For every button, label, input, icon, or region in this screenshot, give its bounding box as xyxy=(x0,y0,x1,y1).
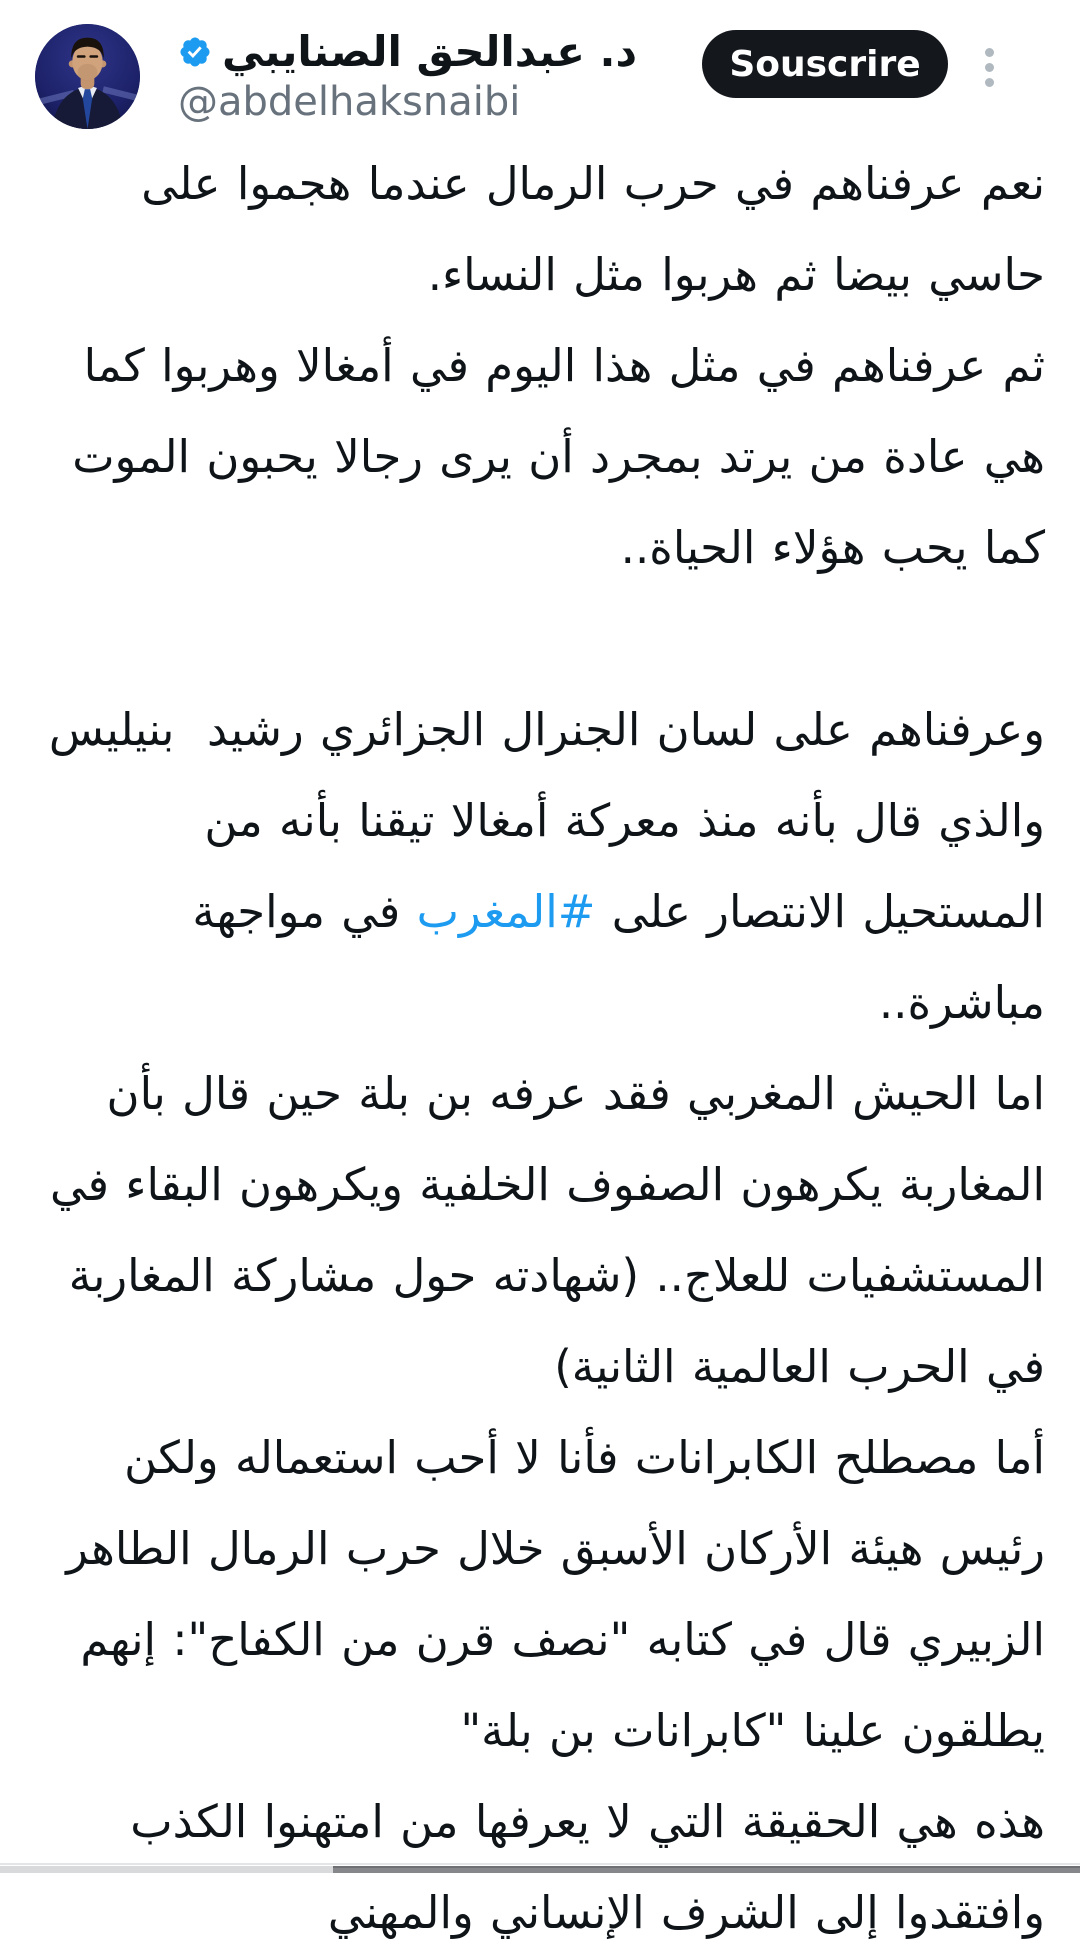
user-handle[interactable]: @abdelhaksnaibi xyxy=(178,79,521,125)
tweet-text xyxy=(32,138,1045,1958)
bottom-divider xyxy=(0,1863,1080,1865)
tweet-paragraph xyxy=(32,684,1045,1048)
tweet-header xyxy=(35,22,1045,132)
tweet-text-run: في مواجهة مباشرة.. xyxy=(176,885,1045,1029)
tweet-text-run: نعم عرفناهم في حرب الرمال عندما هجموا على حاسي بيضا ثم هربوا مثل النساء. xyxy=(124,157,1045,301)
next-element-edge-light xyxy=(0,1866,333,1873)
next-element-edge-dark xyxy=(333,1866,1080,1873)
display-name[interactable]: د. عبدالحق الصنايبي xyxy=(222,27,638,76)
user-info xyxy=(178,26,637,126)
hashtag-link[interactable]: #المغرب xyxy=(416,885,596,938)
tweet-paragraph xyxy=(35,320,1045,593)
tweet-text-run: ثم عرفناهم في مثل هذا اليوم في أمغالا وهربوا كما هي عادة من يرتد بمجرد أن يرى رجالا يحبون الموت كما يحب هؤلاء الحياة.. xyxy=(55,339,1045,574)
tweet-text-run: هذه هي الحقيقة التي لا يعرفها من امتهنوا الكذب وافتقدوا إلى الشرف الإنساني والمهني xyxy=(113,1795,1045,1939)
tweet-paragraph xyxy=(35,1412,1045,1776)
tweet-paragraph xyxy=(35,1048,1045,1412)
display-name-row xyxy=(178,26,637,78)
tweet-blank-line xyxy=(35,593,1045,684)
profile-avatar[interactable] xyxy=(35,24,140,129)
verified-icon xyxy=(178,35,212,69)
tweet-text-run: وعرفناهم على لسان الجنرال الجزائري رشيد بنيليس والذي قال بأنه منذ معركة أمغالا تيقنا بأنه من المستحيل الانتصار على xyxy=(32,703,1045,938)
tweet-text-run: أما مصطلح الكابرانات فأنا لا أحب استعماله ولكن رئيس هيئة الأركان الأسبق خلال حرب الرمال الطاهر الزبيري قال في كتابه "نصف قرن من الكفاح": إنهم يطلقون علينا "كابرانات بن بلة" xyxy=(49,1431,1045,1757)
subscribe-button[interactable]: Souscrire xyxy=(702,30,948,98)
more-options-icon[interactable] xyxy=(983,46,996,89)
tweet-text-run: اما الحيش المغربي فقد عرفه بن بلة حين قال بأن المغاربة يكرهون الصفوف الخلفية ويكرهون البقاء في المستشفيات للعلاج.. (شهادته حول مشاركة المغاربة في الحرب العالمية الثانية) xyxy=(33,1067,1045,1393)
avatar-illustration xyxy=(35,24,140,129)
tweet-paragraph xyxy=(35,138,1045,320)
